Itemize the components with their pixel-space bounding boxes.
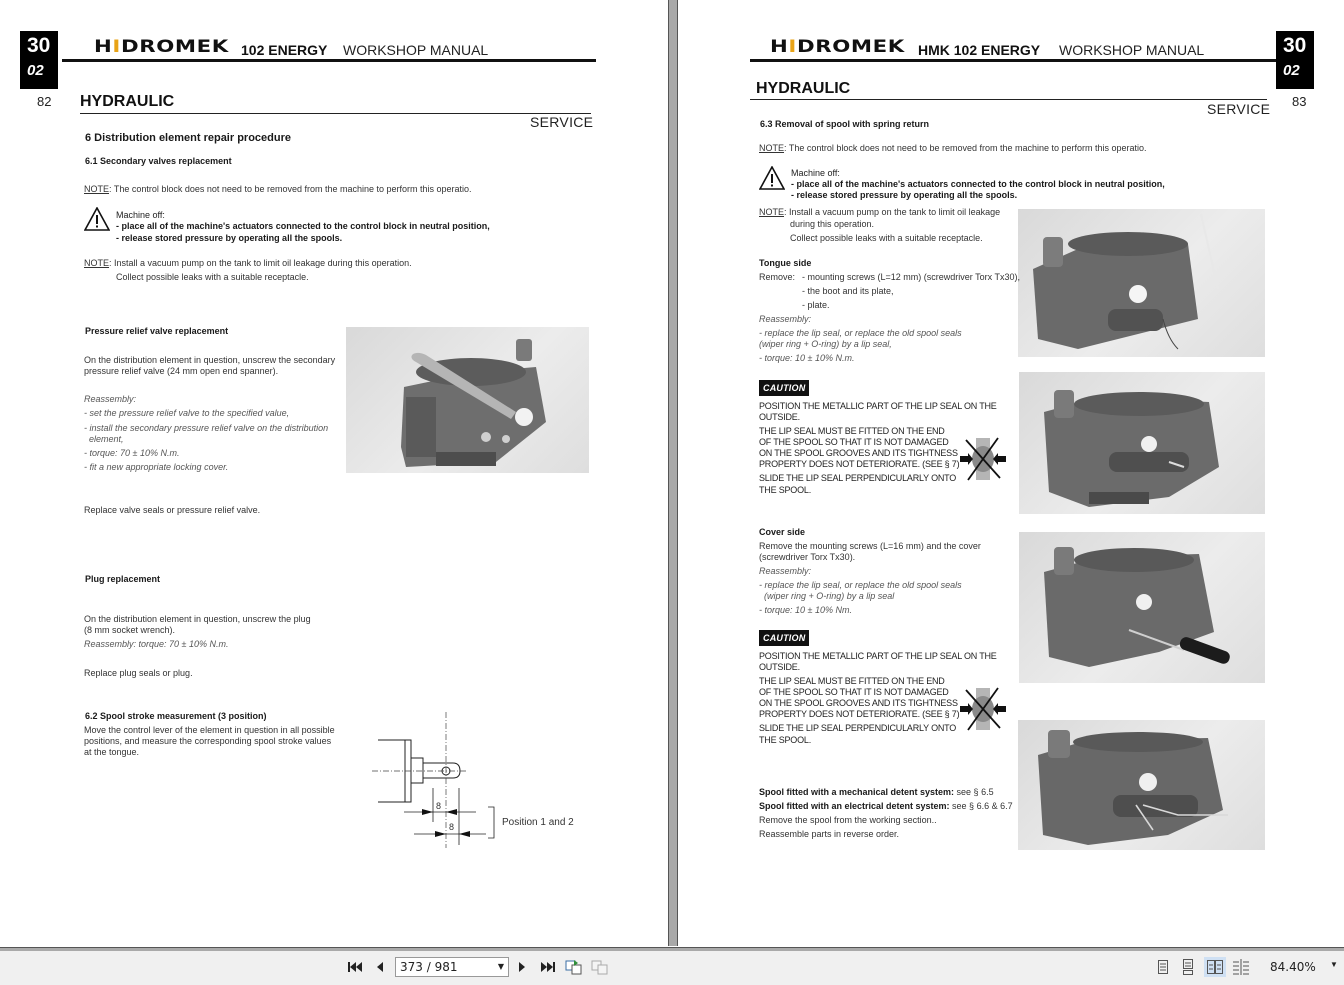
prv-step-4: - fit a new appropriate locking cover. xyxy=(84,462,229,472)
brand-logo: HIDROMEK xyxy=(94,37,229,57)
two-page-continuous-view-button[interactable] xyxy=(1231,957,1251,977)
single-page-view-button[interactable] xyxy=(1154,957,1172,977)
heading-6-2: 6.2 Spool stroke measurement (3 position) xyxy=(85,711,267,721)
warning-line-1: - place all of the machine's actuators connected to the control block in neutral position, xyxy=(791,179,1165,189)
prv-reassembly-label: Reassembly: xyxy=(84,394,137,404)
page-number-field[interactable]: 373 / 981 ▼ xyxy=(395,957,509,977)
previous-view-button[interactable] xyxy=(564,957,584,977)
warning-line-2: - release stored pressure by operating all the spools. xyxy=(116,233,343,243)
previous-page-button[interactable] xyxy=(372,957,388,977)
zoom-level-field[interactable]: 84.40% xyxy=(1270,960,1316,974)
no-incorrect-fit-icon xyxy=(958,684,1008,734)
spool-tongue-photo xyxy=(1018,209,1265,357)
tongue-step-2: (wiper ring + O-ring) by a lip seal, xyxy=(759,339,892,349)
plug-replace: Replace plug seals or plug. xyxy=(84,668,193,678)
chapter-major: 30 xyxy=(1283,34,1307,57)
cover-line-2: (screwdriver Torx Tx30). xyxy=(759,552,856,562)
first-page-icon xyxy=(347,961,363,973)
warning-icon xyxy=(84,207,110,231)
manual-label: WORKSHOP MANUAL xyxy=(1059,42,1205,58)
chapter-tab xyxy=(20,31,58,89)
plug-line-1: On the distribution element in question, unscrew the plug xyxy=(84,614,311,624)
cover-heading: Cover side xyxy=(759,527,806,537)
subsection-label: SERVICE xyxy=(1207,101,1271,117)
plug-heading: Plug replacement xyxy=(85,574,161,584)
caution-badge: CAUTION xyxy=(759,380,809,396)
no-incorrect-fit-icon xyxy=(958,434,1008,484)
cover-screwdriver-photo xyxy=(1019,532,1265,683)
final-line-1: Remove the spool from the working section.. xyxy=(759,815,937,825)
caution-1-line-1: POSITION THE METALLIC PART OF THE LIP SEAL ON THE xyxy=(759,401,997,411)
subsection-label: SERVICE xyxy=(530,114,594,130)
next-page-button[interactable] xyxy=(514,957,530,977)
spool-assembly-photo xyxy=(1019,372,1265,514)
note-2: NOTE: Install a vacuum pump on the tank to limit oil leakage during this operation. xyxy=(84,258,412,268)
valve-spanner-photo xyxy=(346,327,589,473)
warning-title: Machine off: xyxy=(116,210,165,220)
two-page-view-icon xyxy=(1206,959,1224,975)
cover-step-2: (wiper ring + O-ring) by a lip seal xyxy=(764,591,895,601)
section-title: HYDRAULIC xyxy=(756,80,851,97)
model-name: 102 ENERGY xyxy=(241,42,328,58)
electrical-detent-ref: Spool fitted with an electrical detent system: see § 6.6 & 6.7 xyxy=(759,801,1013,811)
first-page-button[interactable] xyxy=(345,957,365,977)
model-name: HMK 102 ENERGY xyxy=(918,42,1041,58)
cover-reassembly-label: Reassembly: xyxy=(759,566,812,576)
caution-badge-2: CAUTION xyxy=(759,630,809,646)
mechanical-detent-ref: Spool fitted with a mechanical detent system: see § 6.5 xyxy=(759,787,994,797)
prev-page-icon xyxy=(375,961,385,973)
section-title: HYDRAULIC xyxy=(80,93,175,110)
tongue-heading: Tongue side xyxy=(759,258,812,268)
warning-line-2: - release stored pressure by operating all the spools. xyxy=(791,190,1018,200)
diagram-position-label: Position 1 and 2 xyxy=(502,817,574,828)
warning-title: Machine off: xyxy=(791,168,840,178)
page-dropdown-arrow-icon[interactable]: ▼ xyxy=(497,962,504,971)
final-line-2: Reassemble parts in reverse order. xyxy=(759,829,900,839)
caution-1-line-5: ON THE SPOOL GROOVES AND ITS TIGHTNESS xyxy=(759,448,958,458)
prv-step-3: - torque: 70 ± 10% N.m. xyxy=(84,448,180,458)
prv-replace: Replace valve seals or pressure relief valve. xyxy=(84,505,261,515)
caution-2-line-1: POSITION THE METALLIC PART OF THE LIP SEAL ON THE xyxy=(759,651,997,661)
caution-2-line-2: OUTSIDE. xyxy=(759,662,800,672)
prv-step-1: - set the pressure relief valve to the specified value, xyxy=(84,408,290,418)
last-page-button[interactable] xyxy=(538,957,558,977)
note-2-line-2: Collect possible leaks with a suitable receptacle. xyxy=(116,272,309,282)
heading-6-3: 6.3 Removal of spool with spring return xyxy=(760,119,930,129)
caution-2-line-8: THE SPOOL. xyxy=(759,735,812,745)
brand-logo: HIDROMEK xyxy=(770,37,905,57)
zoom-dropdown-arrow-icon[interactable]: ▼ xyxy=(1330,960,1338,969)
tongue-step-1: - replace the lip seal, or replace the old spool seals xyxy=(759,328,962,338)
cover-step-1: - replace the lip seal, or replace the old spool seals xyxy=(759,580,962,590)
caution-2-line-6: PROPERTY DOES NOT DETERIORATE. (SEE § 7) xyxy=(759,709,960,719)
header-rule xyxy=(62,59,596,62)
continuous-view-button[interactable] xyxy=(1179,957,1197,977)
plug-reassembly: Reassembly: torque: 70 ± 10% N.m. xyxy=(84,639,229,649)
caution-1-line-4: OF THE SPOOL SO THAT IT IS NOT DAMAGED xyxy=(759,437,949,447)
heading-6-1: 6.1 Secondary valves replacement xyxy=(85,156,232,166)
warning-icon xyxy=(759,166,785,190)
cover-step-3: - torque: 10 ± 10% Nm. xyxy=(759,605,852,615)
caution-2-line-5: ON THE SPOOL GROOVES AND ITS TIGHTNESS xyxy=(759,698,958,708)
chapter-minor: 02 xyxy=(1283,62,1300,79)
tongue-remove-item-2: - the boot and its plate, xyxy=(802,286,894,296)
tongue-remove-item-3: - plate. xyxy=(802,300,830,310)
note-1: NOTE: The control block does not need to be removed from the machine to perform this operatio. xyxy=(84,184,472,194)
continuous-view-icon xyxy=(1182,959,1194,975)
caution-2-line-3: THE LIP SEAL MUST BE FITTED ON THE END xyxy=(759,676,945,686)
prv-line-2: pressure relief valve (24 mm open end spanner). xyxy=(84,366,279,376)
page-number: 82 xyxy=(37,94,52,109)
note-2: NOTE: Install a vacuum pump on the tank to limit oil leakage xyxy=(759,207,1001,217)
section-rule xyxy=(750,99,1267,100)
prv-heading: Pressure relief valve replacement xyxy=(85,326,229,336)
tongue-remove-item-1: - mounting screws (L=12 mm) (screwdriver Torx Tx30), xyxy=(802,272,1020,282)
tongue-step-3: - torque: 10 ± 10% N.m. xyxy=(759,353,855,363)
spool-removal-photo xyxy=(1018,720,1265,850)
spool-line-3: at the tongue. xyxy=(84,747,140,757)
note-2-line-3: Collect possible leaks with a suitable receptacle. xyxy=(790,233,983,243)
prv-step-2b: element, xyxy=(89,434,124,444)
chapter-minor: 02 xyxy=(27,62,44,79)
page-82 xyxy=(0,0,668,946)
previous-view-icon xyxy=(565,959,583,975)
tongue-remove-label: Remove: xyxy=(759,272,796,282)
warning-line-1: - place all of the machine's actuators connected to the control block in neutral position, xyxy=(116,221,490,231)
caution-2-line-4: OF THE SPOOL SO THAT IT IS NOT DAMAGED xyxy=(759,687,949,697)
heading-6: 6 Distribution element repair procedure xyxy=(85,132,291,144)
caution-1-line-2: OUTSIDE. xyxy=(759,412,800,422)
section-rule xyxy=(80,113,591,114)
next-page-icon xyxy=(517,961,527,973)
prv-step-2: - install the secondary pressure relief valve on the distribution xyxy=(84,423,329,433)
caution-1-line-3: THE LIP SEAL MUST BE FITTED ON THE END xyxy=(759,426,945,436)
spool-line-1: Move the control lever of the element in question in all possible xyxy=(84,725,335,735)
next-view-icon xyxy=(591,959,609,975)
page-gutter xyxy=(668,0,678,946)
next-view-button[interactable] xyxy=(590,957,610,977)
cover-line-1: Remove the mounting screws (L=16 mm) and the cover xyxy=(759,541,981,551)
dimension-label-1: 8 xyxy=(436,801,442,811)
plug-line-2: (8 mm socket wrench). xyxy=(84,625,176,635)
chapter-major: 30 xyxy=(27,34,51,57)
caution-1-line-8: THE SPOOL. xyxy=(759,485,812,495)
chapter-tab xyxy=(1276,31,1314,89)
manual-label: WORKSHOP MANUAL xyxy=(343,42,489,58)
page-navigation-toolbar xyxy=(0,948,1344,985)
two-page-view-button[interactable] xyxy=(1204,957,1226,977)
single-page-view-icon xyxy=(1157,959,1169,975)
caution-2-line-7: SLIDE THE LIP SEAL PERPENDICULARLY ONTO xyxy=(759,723,957,733)
caution-1-line-6: PROPERTY DOES NOT DETERIORATE. (SEE § 7) xyxy=(759,459,960,469)
spool-line-2: positions, and measure the corresponding spool stroke values xyxy=(84,736,332,746)
tongue-reassembly-label: Reassembly: xyxy=(759,314,812,324)
spool-stroke-diagram xyxy=(360,710,590,850)
page-83 xyxy=(678,0,1344,946)
note-1: NOTE: The control block does not need to be removed from the machine to perform this operatio. xyxy=(759,143,1147,153)
caution-1-line-7: SLIDE THE LIP SEAL PERPENDICULARLY ONTO xyxy=(759,473,957,483)
note-2-line-2: during this operation. xyxy=(790,219,875,229)
toolbar-divider xyxy=(0,947,1344,948)
header-rule xyxy=(750,59,1278,62)
two-page-continuous-view-icon xyxy=(1232,959,1250,975)
dimension-label-2: 8 xyxy=(449,822,455,832)
prv-line-1: On the distribution element in question, unscrew the secondary xyxy=(84,355,336,365)
last-page-icon xyxy=(540,961,556,973)
page-number: 83 xyxy=(1292,94,1307,109)
